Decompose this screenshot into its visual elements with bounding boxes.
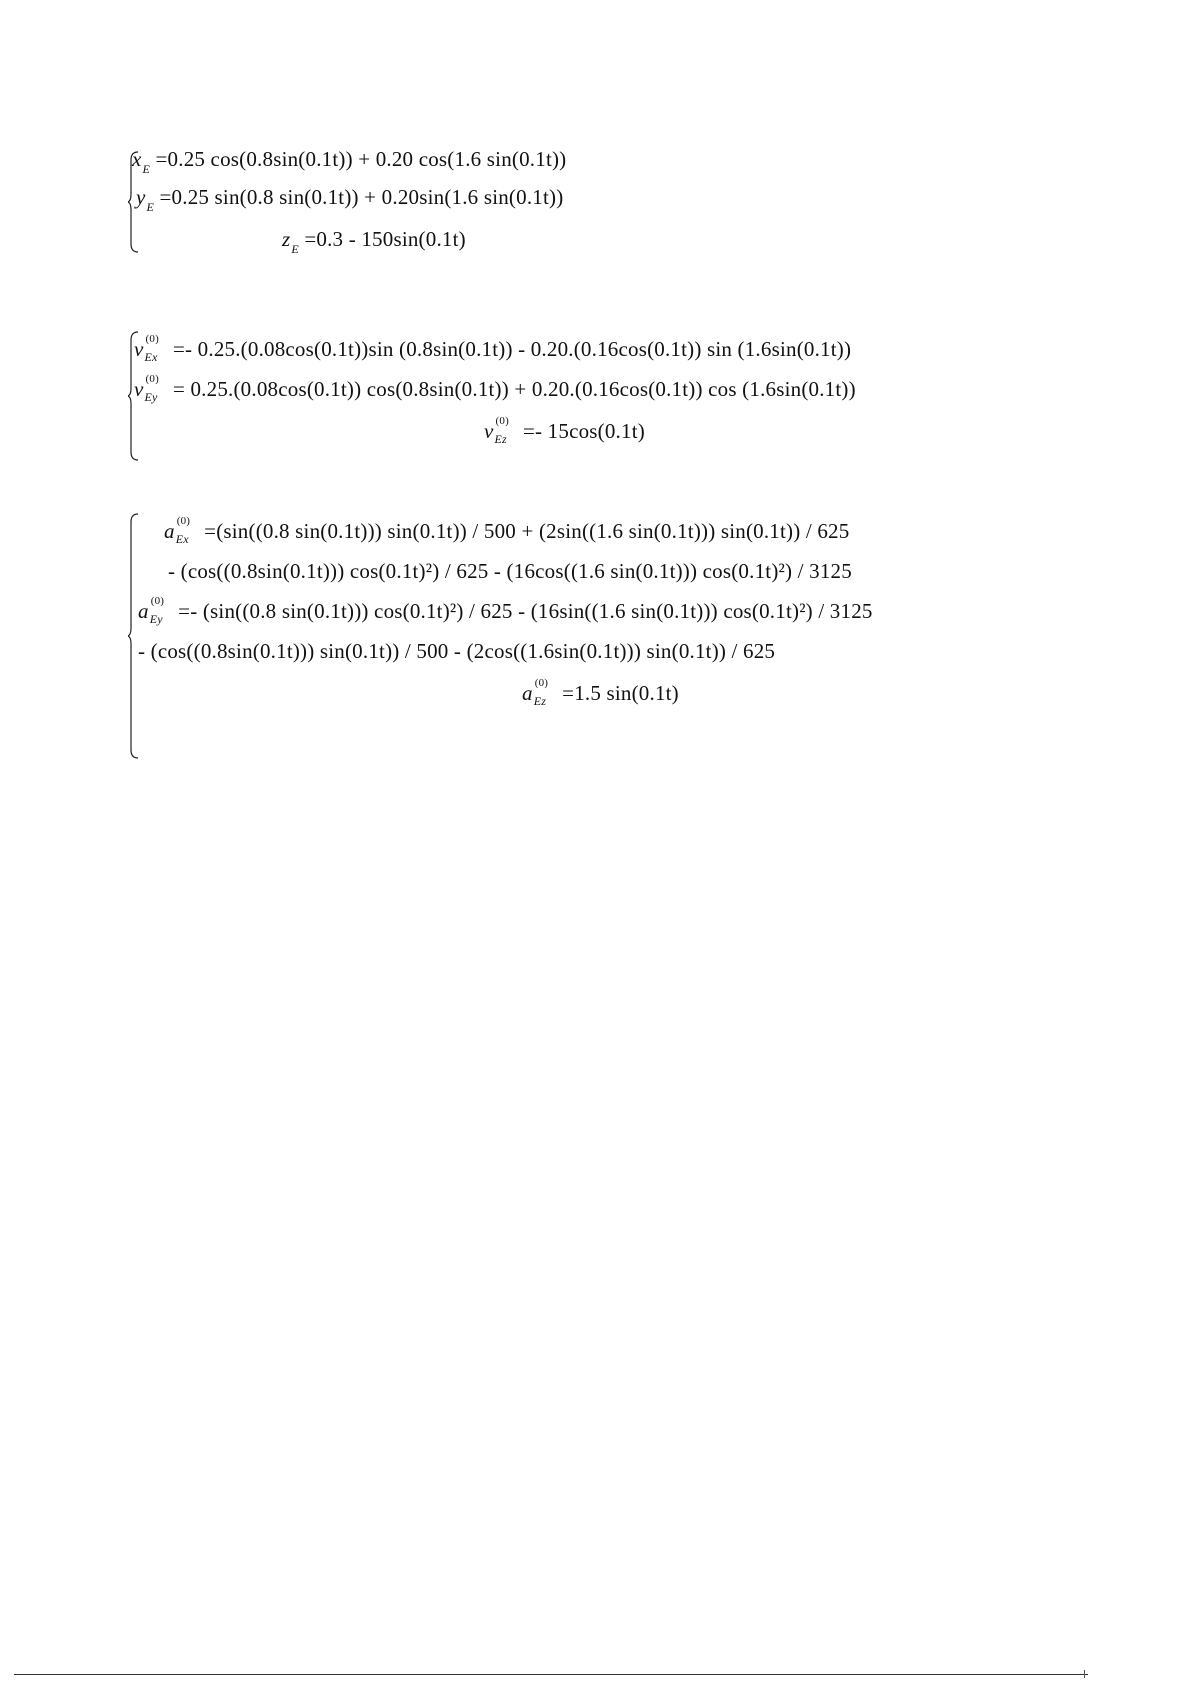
equation-rhs: =0.25 sin(0.8 sin(0.1t)) + 0.20sin(1.6 sin(0.1t)): [159, 185, 564, 209]
var-superscript: (0): [495, 415, 509, 427]
equation-rhs: = 0.25.(0.08cos(0.1t)) cos(0.8sin(0.1t)) + 0.20.(0.16cos(0.1t)) cos (1.6sin(0.1t)): [172, 377, 856, 401]
equation-z-position: [282, 226, 466, 262]
var-symbol: z: [282, 227, 291, 251]
var-symbol: x: [132, 147, 142, 171]
equation-az: [522, 677, 679, 708]
equation-continuation: - (cos((0.8sin(0.1t))) sin(0.1t)) / 500 - (2cos((1.6sin(0.1t))) sin(0.1t)) / 625: [138, 639, 776, 663]
equation-vz: [484, 415, 645, 446]
equation-vx: [134, 333, 852, 364]
var-symbol: v: [134, 337, 144, 361]
acceleration-equation-system: [128, 512, 1128, 760]
var-sup-sub: [149, 595, 173, 626]
var-sup-sub: [144, 373, 168, 404]
var-superscript: (0): [145, 333, 159, 345]
var-superscript: (0): [150, 595, 165, 607]
var-symbol: a: [522, 681, 533, 705]
footer-tick: [1084, 1670, 1085, 1678]
equation-vy: [134, 373, 856, 404]
equation-x-position: [132, 146, 566, 182]
var-subscript: Ey: [144, 390, 158, 404]
var-subscript: E: [142, 162, 151, 176]
position-equation-system: [128, 147, 688, 256]
var-symbol: a: [164, 519, 175, 543]
var-sup-sub: [533, 677, 557, 708]
var-symbol: v: [134, 377, 144, 401]
equation-rhs: =- 15cos(0.1t): [522, 419, 645, 443]
equation-ay-line1: [138, 595, 873, 626]
var-symbol: y: [136, 185, 146, 209]
left-brace: [128, 512, 140, 760]
equation-rhs: =(sin((0.8 sin(0.1t))) sin(0.1t)) / 500 + (2sin((1.6 sin(0.1t))) sin(0.1t)) / 625: [204, 519, 850, 543]
var-subscript: Ex: [175, 532, 189, 546]
var-subscript: E: [146, 200, 155, 214]
velocity-equation-system: [128, 330, 1028, 462]
var-sup-sub: [175, 515, 199, 546]
equation-rhs: =0.3 - 150sin(0.1t): [304, 227, 466, 251]
footer-rule: [14, 1674, 1088, 1675]
equation-ay-line2: [138, 638, 775, 664]
var-superscript: (0): [145, 373, 159, 385]
var-subscript: Ez: [533, 694, 547, 708]
equation-continuation: - (cos((0.8sin(0.1t))) cos(0.1t)²) / 625 - (16cos((1.6 sin(0.1t))) cos(0.1t)²) / 3125: [168, 559, 852, 583]
var-symbol: v: [484, 419, 494, 443]
var-superscript: (0): [534, 677, 549, 689]
var-subscript: Ex: [144, 350, 158, 364]
equation-ax-line2: [168, 558, 852, 584]
var-subscript: Ez: [494, 432, 507, 446]
equation-rhs: =- (sin((0.8 sin(0.1t))) cos(0.1t)²) / 625 - (16sin((1.6 sin(0.1t))) cos(0.1t)²) / 3125: [178, 599, 873, 623]
var-superscript: (0): [176, 515, 191, 527]
equation-rhs: =1.5 sin(0.1t): [562, 681, 679, 705]
equation-ax-line1: [164, 515, 850, 546]
var-symbol: a: [138, 599, 149, 623]
var-subscript: Ey: [149, 612, 163, 626]
var-sup-sub: [144, 333, 168, 364]
var-sup-sub: [494, 415, 518, 446]
equation-y-position: [136, 184, 563, 220]
equation-rhs: =- 0.25.(0.08cos(0.1t))sin (0.8sin(0.1t)) - 0.20.(0.16cos(0.1t)) sin (1.6sin(0.1t)): [172, 337, 852, 361]
equation-rhs: =0.25 cos(0.8sin(0.1t)) + 0.20 cos(1.6 sin(0.1t)): [155, 147, 567, 171]
var-subscript: E: [291, 242, 299, 256]
